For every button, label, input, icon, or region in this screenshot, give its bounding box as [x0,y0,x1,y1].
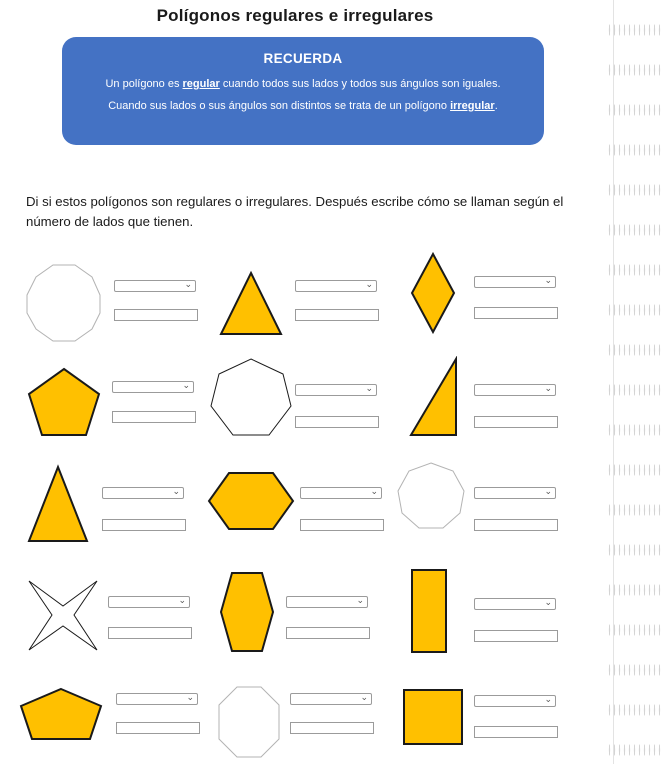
rectangle-shape [410,568,448,654]
regularity-dropdown[interactable] [114,280,196,292]
chevron-down-icon: ⌄ [182,380,190,390]
regularity-dropdown[interactable] [474,276,556,288]
chevron-down-icon: ⌄ [370,486,378,496]
regularity-dropdown[interactable] [474,487,556,499]
chevron-down-icon: ⌄ [544,597,552,607]
decagon-outline-shape [24,262,104,344]
chevron-down-icon: ⌄ [356,595,364,605]
flat-pentagon-shape [18,686,104,742]
regularity-dropdown[interactable] [286,596,368,608]
regularity-dropdown[interactable] [295,280,377,292]
chevron-down-icon: ⌄ [365,383,373,393]
chevron-down-icon: ⌄ [365,279,373,289]
pentagon-shape [26,366,102,438]
polygon-name-input[interactable] [114,309,198,321]
octagon-outline-shape [216,684,282,760]
nonagon-outline-shape [394,460,468,534]
page-title: Polígonos regulares e irregulares [156,6,434,25]
chevron-down-icon: ⌄ [544,383,552,393]
regularity-dropdown[interactable] [474,384,556,396]
margin-line [613,0,614,764]
polygon-name-input[interactable] [108,627,192,639]
polygon-name-input[interactable] [474,416,558,428]
recuerda-box [62,37,544,145]
regularity-dropdown[interactable] [300,487,382,499]
hexagon-shape [206,470,296,532]
chevron-down-icon: ⌄ [544,275,552,285]
regular-definition: Un polígono es regular cuando todos sus lados y todos sus ángulos son iguales. [105,78,501,90]
instructions: Di si estos polígonos son regulares o irregulares. Después escribe cómo se llaman según el número de lados que tienen. [26,194,564,229]
margin-dots [608,0,662,764]
regularity-dropdown[interactable] [108,596,190,608]
polygon-name-input[interactable] [295,416,379,428]
triangle-shape [218,270,284,338]
polygon-name-input[interactable] [474,630,558,642]
chevron-down-icon: ⌄ [178,595,186,605]
polygon-name-input[interactable] [474,307,558,319]
recuerda-heading: RECUERDA [263,51,343,66]
regularity-dropdown[interactable] [295,384,377,396]
polygon-name-input[interactable] [286,627,370,639]
chevron-down-icon: ⌄ [172,486,180,496]
heptagon-outline-shape [208,356,294,438]
regularity-dropdown[interactable] [290,693,372,705]
polygon-name-input[interactable] [300,519,384,531]
right-triangle-shape [408,356,460,438]
chevron-down-icon: ⌄ [186,692,194,702]
chevron-down-icon: ⌄ [544,694,552,704]
polygon-name-input[interactable] [102,519,186,531]
irregular-word: irregular [450,100,495,112]
chevron-down-icon: ⌄ [360,692,368,702]
polygon-name-input[interactable] [290,722,374,734]
polygon-name-input[interactable] [116,722,200,734]
chevron-down-icon: ⌄ [184,279,192,289]
isosceles-triangle-shape [26,464,90,544]
regular-word: regular [182,78,220,90]
square-shape [402,688,464,746]
irregular-definition: Cuando sus lados o sus ángulos son distintos se trata de un polígono irregular. [108,100,498,112]
star-outline-shape [26,576,100,654]
regularity-dropdown[interactable] [474,598,556,610]
polygon-name-input[interactable] [474,726,558,738]
regularity-dropdown[interactable] [474,695,556,707]
polygon-name-input[interactable] [474,519,558,531]
rhombus-shape [410,252,456,334]
elongated-hexagon-shape [218,570,276,654]
chevron-down-icon: ⌄ [544,486,552,496]
regularity-dropdown[interactable] [112,381,194,393]
regularity-dropdown[interactable] [116,693,198,705]
polygon-name-input[interactable] [112,411,196,423]
polygon-name-input[interactable] [295,309,379,321]
regularity-dropdown[interactable] [102,487,184,499]
